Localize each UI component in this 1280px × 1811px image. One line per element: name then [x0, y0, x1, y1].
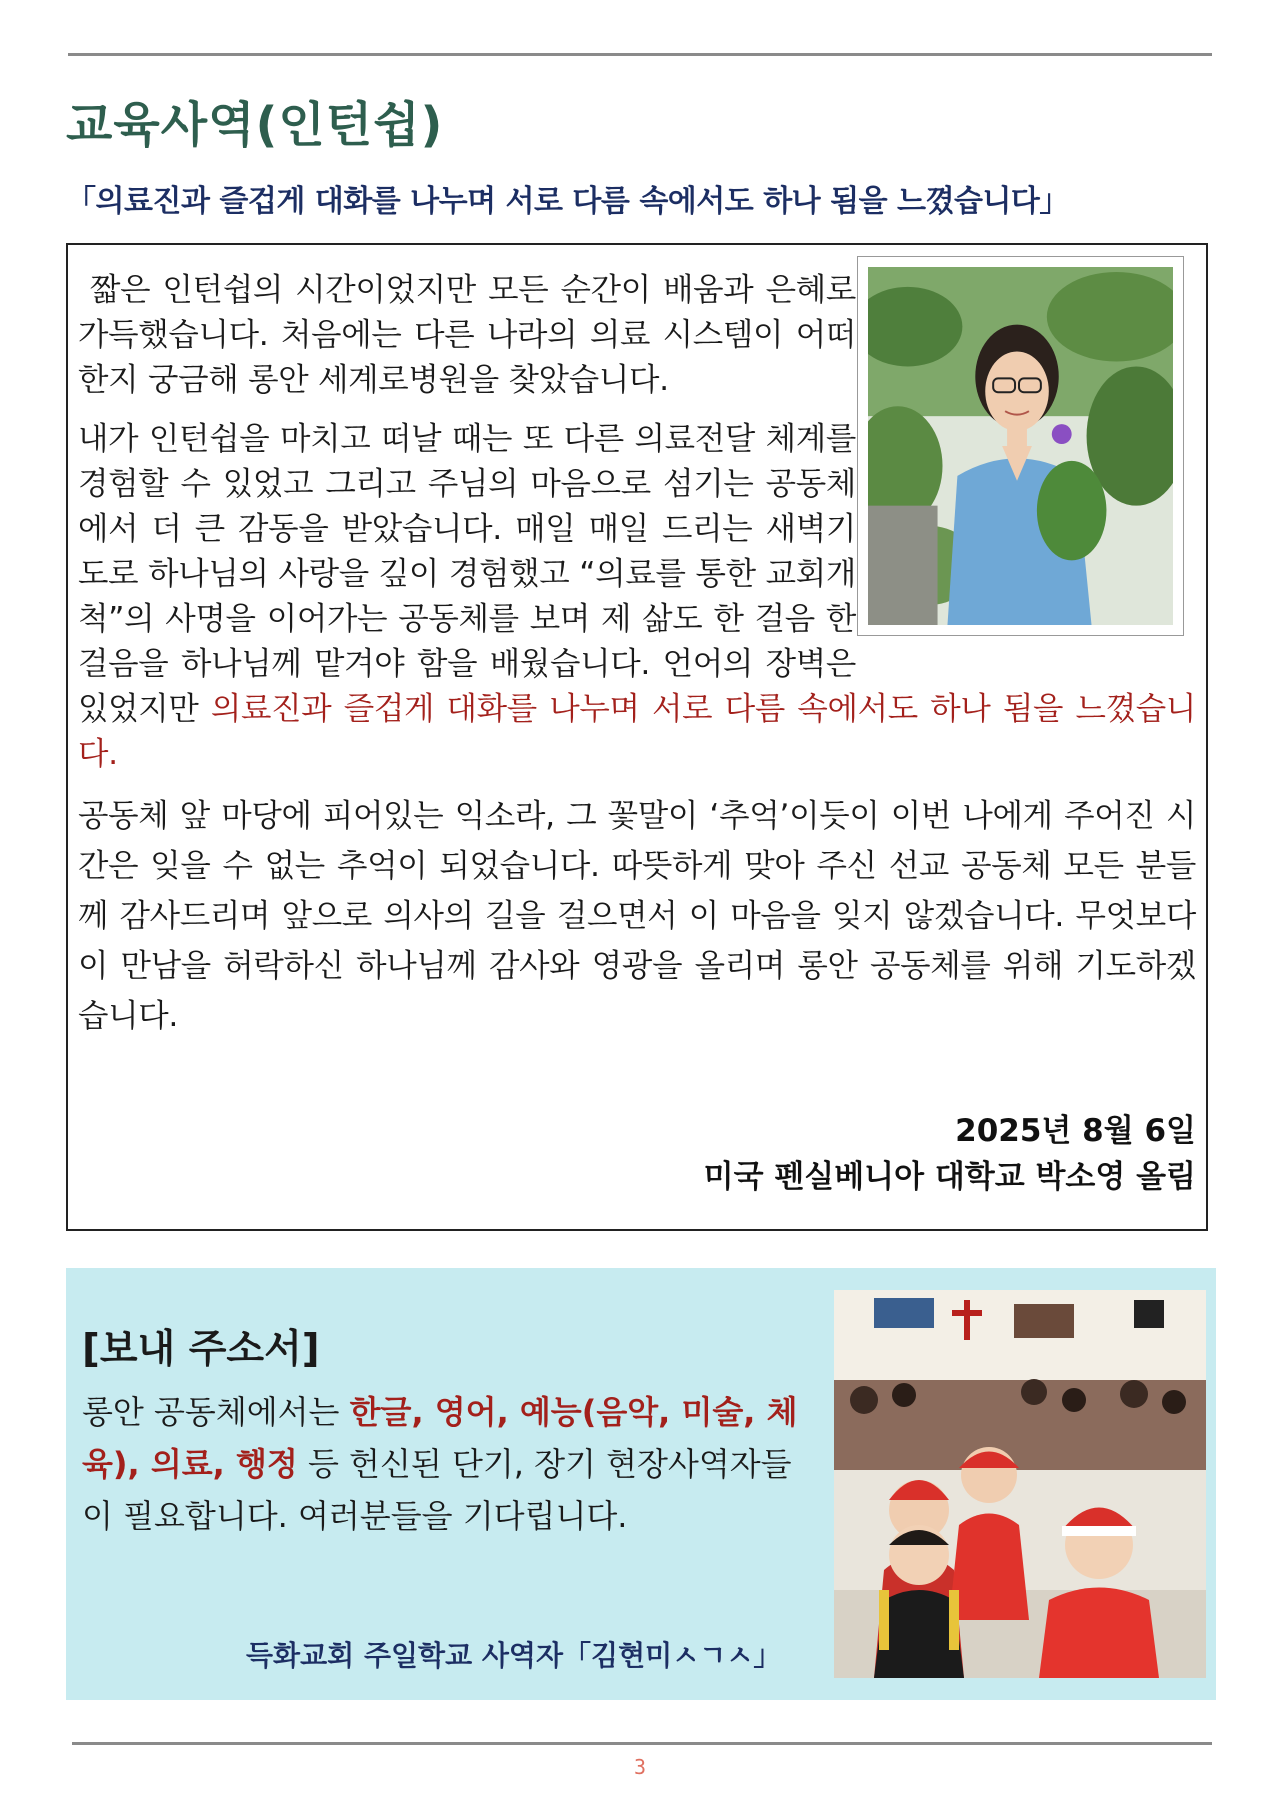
prayer-text — [82, 1386, 802, 1542]
testimony-text — [78, 268, 1196, 1055]
prayer-text-intro: 롱안 공동체에서는 — [82, 1393, 350, 1431]
testimony-author: 미국 펜실베니아 대학교 박소영 올림 — [703, 1159, 1196, 1195]
prayer-title: [보내 주소서] — [82, 1327, 320, 1372]
prayer-signature: 득화교회 주일학교 사역자「김현미ㅅㄱㅅ」 — [246, 1639, 782, 1672]
children-photo-frame — [834, 1290, 1206, 1678]
testimony-paragraph-3: 공동체 앞 마당에 피어있는 익소라, 그 꽃말이 ‘추억’이듯이 이번 나에게 주어진 시간은 잊을 수 없는 추억이 되었습니다. 따뜻하게 맞아 주신 선교 공동체 모든 분들께 감사드리며 앞으로 의사의 길을 걸으면서 이 마음을 잊지 않겠습니다. 무엇보다 이 만남을 허락하신 하나님께 감사와 영광을 올리며 롱안 공동체를 위해 기도하겠습니다. — [78, 798, 1196, 1034]
prayer-text-rest: 등 헌신된 단기, 장기 현장사역자들이 필요합니다. 여러분들을 기다립니다. — [82, 1445, 792, 1535]
prayer-text-highlight: 한글, 영어, 예능(음악, 미술, 체육), 의료, 행정 — [82, 1393, 798, 1483]
section-title: 교육사역(인턴쉽) — [66, 97, 444, 153]
photo-spacer — [856, 268, 1196, 675]
testimony-highlight: 의료진과 즐겁게 대화를 나누며 서로 다름 속에서도 하나 됨을 느꼈습니다. — [78, 691, 1196, 772]
page-number: 3 — [633, 1755, 647, 1779]
top-rule — [68, 53, 1212, 56]
children-photo — [834, 1290, 1206, 1678]
testimony-paragraph-1: 짧은 인턴쉽의 시간이었지만 모든 순간이 배움과 은혜로 가득했습니다. 처음에는 다른 나라의 의료 시스템이 어떠한지 궁금해 롱안 세계로병원을 찾았습니다. — [78, 272, 856, 398]
bottom-rule — [72, 1742, 1212, 1745]
testimony-signature — [704, 1108, 1196, 1200]
testimony-date: 2025년 8월 6일 — [955, 1113, 1196, 1149]
quote-title: 「의료진과 즐겁게 대화를 나누며 서로 다름 속에서도 하나 됨을 느꼈습니다」 — [66, 184, 1069, 219]
testimony-paragraph-2-text: 내가 인턴쉽을 마치고 떠날 때는 또 다른 의료전달 체계를 경험할 수 있었고 그리고 주님의 마음으로 섬기는 공동체에서 더 큰 감동을 받았습니다. 매일 매일 드리는 새벽기도로 하나님의 사랑을 깊이 경험했고 “의료를 통한 교회개척”의 사명을 이어가는 공동체를 보며 제 삶도 한 걸음 한 걸음을 하나님께 맡겨야 함을 배웠습니다. 언어의 장벽은 있었지만 — [78, 421, 856, 727]
